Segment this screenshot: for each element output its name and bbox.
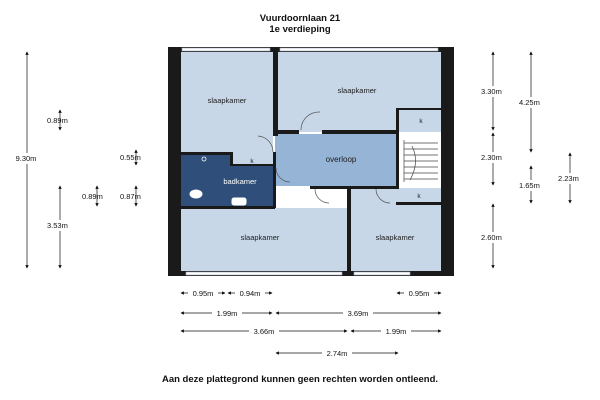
window-bottom-left: [186, 272, 342, 275]
label-badkamer: badkamer: [223, 177, 257, 186]
dim-bottom-row1-c: 0.95m: [408, 289, 430, 298]
disclaimer: Aan deze plattegrond kunnen geen rechten worden ontleend.: [161, 374, 439, 385]
dim-right-top-long: 4.25m: [519, 98, 540, 107]
plan-floor: 1e verdieping: [269, 24, 331, 35]
dim-left-upper: 0.89m: [47, 116, 68, 125]
dim-left-total: 9.30m: [15, 154, 37, 163]
window-top-left: [182, 48, 270, 51]
dim-bottom-row2-a: 1.99m: [216, 309, 238, 318]
dim-bottom-row1-b: 0.94m: [239, 289, 261, 298]
label-kast-1: k: [250, 158, 254, 165]
window-bottom-right: [354, 272, 410, 275]
label-kast-2: k: [419, 118, 423, 125]
plan-address: Vuurdoornlaan 21: [259, 13, 341, 24]
dim-left-inner-c: 0.55m: [120, 153, 141, 162]
sink-icon: [232, 198, 246, 205]
dim-left-lower: 3.53m: [47, 221, 68, 230]
dim-left-inner-b: 0.87m: [120, 192, 141, 201]
dim-right-top: 3.30m: [481, 87, 502, 96]
label-kast-3: k: [417, 193, 421, 200]
label-slaapkamer-se: slaapkamer: [375, 233, 415, 242]
dim-bottom-row1-a: 0.95m: [192, 289, 214, 298]
label-slaapkamer-ne: slaapkamer: [337, 86, 377, 95]
dim-bottom-row2-b: 3.69m: [347, 309, 369, 318]
dim-bottom-row3-b: 1.99m: [385, 327, 407, 336]
dim-right-mid: 2.30m: [481, 153, 502, 162]
window-top-right: [280, 48, 438, 51]
dim-right-stair: 1.65m: [519, 181, 540, 190]
toilet-icon: [190, 190, 202, 198]
label-slaapkamer-nw: slaapkamer: [207, 96, 247, 105]
dim-right-stair-long: 2.23m: [558, 174, 579, 183]
label-slaapkamer-sw: slaapkamer: [240, 233, 280, 242]
dim-right-bottom: 2.60m: [481, 233, 502, 242]
dim-left-inner-a: 0.89m: [82, 192, 103, 201]
room-stairs: [399, 134, 441, 186]
dim-bottom-row3-a: 3.66m: [253, 327, 275, 336]
label-overloop: overloop: [325, 155, 357, 164]
dim-bottom-row4: 2.74m: [326, 349, 348, 358]
